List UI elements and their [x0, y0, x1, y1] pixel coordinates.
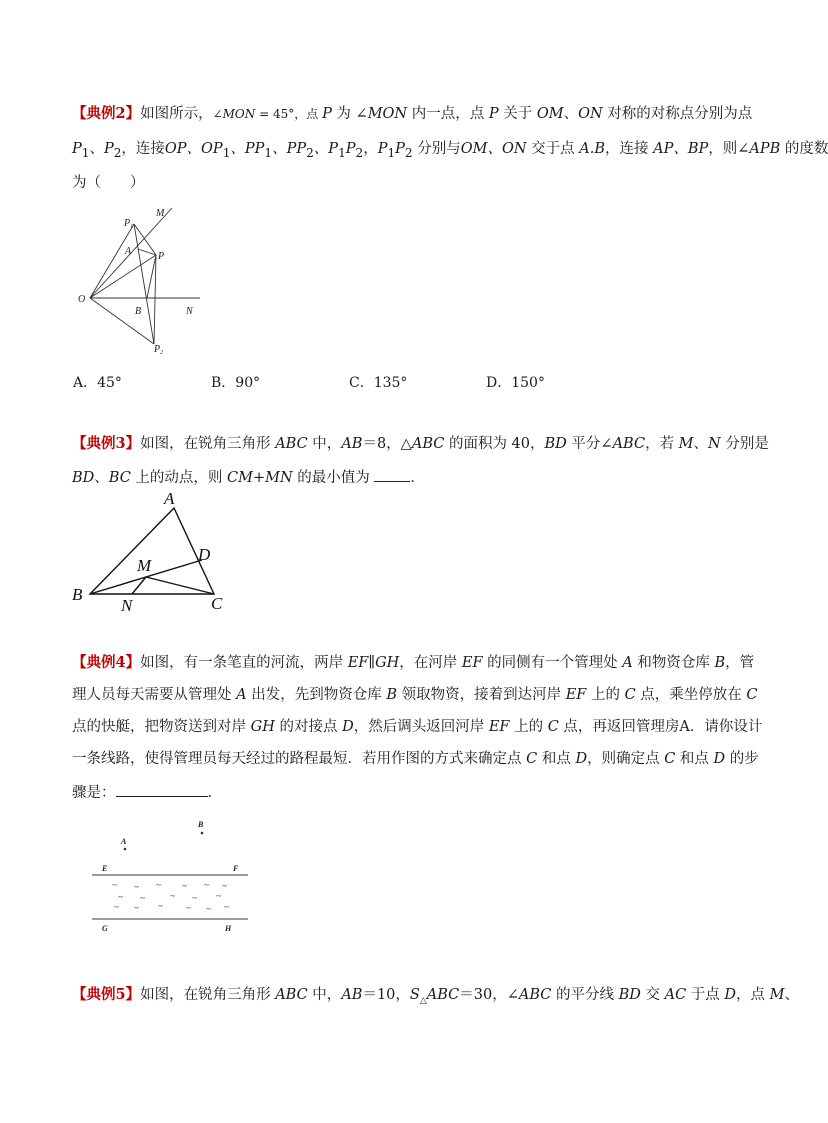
label-n: N — [121, 596, 133, 615]
text: 和点 — [537, 751, 576, 767]
label-o: O — [78, 294, 86, 305]
water-waves — [112, 880, 229, 914]
text: ，若 — [645, 436, 679, 452]
text: 分别与 — [412, 141, 461, 157]
text: GH — [375, 655, 400, 671]
text: 理人员每天需要从管理处 — [72, 687, 237, 703]
text: 点，再返回管理房A．请你设计 — [558, 719, 763, 735]
text: 、PP — [230, 141, 265, 157]
text: ，则 — [708, 141, 738, 157]
example-3-line-1 — [72, 435, 769, 453]
subscript: 2 — [306, 145, 314, 160]
text: ，连接 — [605, 141, 654, 157]
text: AB — [341, 436, 363, 452]
text: ∠MON — [355, 106, 408, 122]
text: A — [622, 655, 633, 671]
svg-text:~: ~ — [158, 901, 163, 911]
text: P — [395, 141, 405, 157]
text: 上的 — [586, 687, 625, 703]
text: P — [103, 141, 114, 157]
text: 中， — [307, 436, 342, 452]
text: ，连接 — [121, 141, 165, 157]
point-b — [201, 832, 204, 835]
subscript: 2 — [404, 145, 413, 160]
label-m: M — [156, 208, 165, 219]
label-b: B — [135, 306, 142, 317]
svg-text:~: ~ — [140, 893, 145, 903]
text: ，然后调头返回河岸 — [353, 719, 489, 735]
answer-blank — [374, 467, 410, 482]
text: 、 — [693, 436, 709, 452]
text: 骤是： — [72, 785, 116, 801]
text: ABC — [275, 436, 308, 452]
text: BD — [544, 436, 567, 452]
text: C — [526, 751, 538, 767]
example-4-figure — [88, 815, 253, 935]
text: EF — [488, 719, 510, 735]
label-p2: $P_2$ — [154, 344, 164, 356]
text: ABC — [275, 987, 308, 1003]
svg-text:~: ~ — [134, 903, 139, 913]
segment-bp — [147, 255, 156, 298]
text: AC — [664, 987, 687, 1003]
text: 于点 — [686, 987, 725, 1003]
text: BD — [72, 470, 95, 486]
svg-text:~: ~ — [182, 881, 187, 891]
example-4-line-3 — [72, 718, 762, 736]
example-4-line-5 — [72, 782, 222, 802]
label-g: G — [102, 924, 108, 933]
text: 上的动点，则 — [130, 470, 228, 486]
text: 、 — [94, 470, 109, 486]
text: 的最小值为 — [292, 470, 375, 486]
text: 和点 — [675, 751, 714, 767]
text: ON — [578, 106, 603, 122]
label-b: B — [198, 820, 204, 829]
text: P — [322, 106, 332, 122]
segment-pp2 — [154, 255, 156, 344]
text: P — [345, 141, 356, 157]
text: 、 — [89, 141, 104, 157]
label-m: M — [137, 556, 152, 575]
text: N — [708, 436, 721, 452]
text: ABC — [612, 436, 646, 452]
subscript: 2 — [355, 145, 364, 160]
example-2-line-3 — [72, 174, 145, 192]
svg-text:~: ~ — [156, 880, 161, 890]
text: ＝30，∠ — [459, 987, 519, 1003]
text: P — [72, 141, 82, 157]
text: 的平分线 — [551, 987, 619, 1003]
text: C — [664, 751, 676, 767]
text: 点的快艇，把物资送到对岸 — [72, 719, 251, 735]
label-a: A — [121, 837, 127, 846]
svg-text:~: ~ — [186, 903, 191, 913]
text: ∠MON — [212, 107, 256, 121]
example-3-figure — [70, 490, 240, 615]
example-5-tag: 【典例5】 — [72, 986, 141, 1003]
text: 上的 — [509, 719, 548, 735]
option-a: A．45° — [73, 375, 122, 391]
point-a — [124, 848, 127, 851]
subscript: 1 — [81, 145, 90, 160]
subscript: 1 — [264, 145, 273, 160]
text: ，点 — [736, 987, 770, 1003]
text: EF — [461, 655, 483, 671]
text: 中， — [307, 987, 342, 1003]
text: 一条线路，使得管理员每天经过的路程最短．若用作图的方式来确定点 — [72, 751, 527, 767]
text: C — [547, 719, 559, 735]
example-4-line-4 — [72, 750, 759, 768]
text: 关于 — [498, 106, 537, 122]
example-2-line-2 — [72, 140, 828, 162]
svg-text:~: ~ — [222, 881, 227, 891]
text: 平分∠ — [566, 436, 613, 452]
text: MN — [265, 470, 293, 486]
example-3-tag: 【典例3】 — [72, 435, 141, 452]
svg-text:~: ~ — [112, 880, 117, 890]
text: ∠APB — [737, 141, 781, 157]
text: 为（ ） — [72, 175, 145, 191]
text: AP、BP — [653, 141, 709, 157]
text: ＝10， — [362, 987, 410, 1003]
text: 、 — [784, 987, 799, 1003]
label-b: B — [72, 585, 83, 604]
text: 交 — [640, 987, 665, 1003]
svg-text:~: ~ — [192, 893, 197, 903]
label-e: E — [102, 864, 108, 873]
text: D — [724, 987, 737, 1003]
text: ， — [363, 141, 378, 157]
triangle-abc — [90, 508, 214, 594]
text: 、PP — [272, 141, 307, 157]
label-d: D — [198, 545, 211, 564]
text: 内一点，点 — [407, 106, 489, 122]
option-d: D．150° — [486, 375, 545, 391]
text: ∥ — [368, 655, 376, 671]
text: 领取物资，接着到达河岸 — [396, 687, 566, 703]
text: ，则确定点 — [587, 751, 665, 767]
text: 的同侧有一个管理处 — [482, 655, 623, 671]
subscript: 1 — [387, 145, 396, 160]
label-a: A — [125, 246, 132, 257]
text: M — [769, 987, 785, 1003]
svg-text:~: ~ — [224, 902, 229, 912]
text: OP、OP — [164, 141, 223, 157]
text: ABC — [426, 987, 460, 1003]
segment-p1p2 — [134, 224, 154, 344]
text: + — [252, 470, 266, 486]
text: 对称的对称点分别为点 — [602, 106, 753, 122]
text: 的度数 — [780, 141, 828, 157]
label-c: C — [211, 594, 223, 613]
segment-ap — [138, 249, 156, 255]
text: D — [713, 751, 726, 767]
text: A.B — [579, 141, 605, 157]
text: ABC — [411, 436, 445, 452]
example-2-figure — [74, 204, 214, 360]
text: 如图，在锐角三角形 — [140, 436, 276, 452]
text: S — [409, 987, 420, 1003]
text: 、 — [563, 106, 579, 122]
text: 点，乘坐停放在 — [635, 687, 747, 703]
answer-blank — [116, 782, 208, 797]
text: BD — [618, 987, 641, 1003]
text: D — [342, 719, 354, 735]
svg-text:~: ~ — [206, 904, 211, 914]
subscript: △ — [419, 995, 427, 1006]
example-3-line-2 — [72, 467, 425, 487]
option-c: C．135° — [349, 375, 408, 391]
text: 的步 — [725, 751, 759, 767]
text: 如图，有一条笔直的河流，两岸 — [140, 655, 348, 671]
text: ． — [410, 470, 425, 486]
text: BC — [108, 470, 131, 486]
label-p: P — [158, 251, 165, 262]
text: EF — [347, 655, 369, 671]
svg-text:~: ~ — [134, 882, 139, 892]
text: A — [236, 687, 247, 703]
text: 为 — [331, 106, 356, 122]
text: ． — [207, 785, 222, 801]
text: OM、ON — [460, 141, 527, 157]
svg-text:~: ~ — [114, 902, 119, 912]
text: 、P — [313, 141, 339, 157]
svg-text:~: ~ — [204, 880, 209, 890]
label-n: N — [186, 306, 193, 317]
example-4-tag: 【典例4】 — [72, 654, 141, 671]
svg-text:~: ~ — [118, 892, 123, 902]
text: ABC — [518, 987, 552, 1003]
text: D — [575, 751, 588, 767]
option-b: B．90° — [211, 375, 261, 391]
text: B — [714, 655, 726, 671]
text: P — [488, 106, 499, 122]
example-2-tag: 【典例2】 — [72, 105, 141, 122]
example-4-line-1 — [72, 654, 754, 672]
text: 和物资仓库 — [632, 655, 715, 671]
text: C — [624, 687, 636, 703]
svg-text:~: ~ — [216, 891, 221, 901]
subscript: 1 — [338, 145, 346, 160]
label-h: H — [225, 924, 232, 933]
text: ，管 — [725, 655, 755, 671]
text: B — [386, 687, 397, 703]
text: 出发，先到物资仓库 — [246, 687, 387, 703]
example-4-line-2 — [72, 686, 758, 704]
text: EF — [565, 687, 587, 703]
text: GH — [250, 719, 275, 735]
svg-text:~: ~ — [170, 891, 175, 901]
segment-cm — [146, 577, 214, 594]
text: 如图所示， — [140, 106, 213, 122]
text: P — [377, 141, 388, 157]
text: M — [678, 436, 694, 452]
text: 如图，在锐角三角形 — [140, 987, 276, 1003]
text: ，在河岸 — [399, 655, 462, 671]
label-a: A — [164, 489, 175, 508]
subscript: 1 — [222, 145, 231, 160]
example-2-line-1 — [72, 105, 752, 123]
subscript: 2 — [113, 145, 122, 160]
label-p1: $P_1$ — [124, 218, 134, 230]
text: 分别是 — [720, 436, 769, 452]
text: C — [746, 687, 758, 703]
example-5-line-1 — [72, 986, 799, 1010]
text: 的对接点 — [274, 719, 343, 735]
text: ＝8，△ — [362, 436, 412, 452]
text: 的面积为 40， — [444, 436, 545, 452]
text: CM — [227, 470, 253, 486]
segment-op2 — [90, 298, 154, 344]
text: 交于点 — [526, 141, 580, 157]
text: OM — [536, 106, 564, 122]
segment-op1 — [90, 224, 134, 298]
text: AB — [341, 987, 363, 1003]
text: = 45°，点 — [255, 107, 323, 121]
label-f: F — [233, 864, 239, 873]
